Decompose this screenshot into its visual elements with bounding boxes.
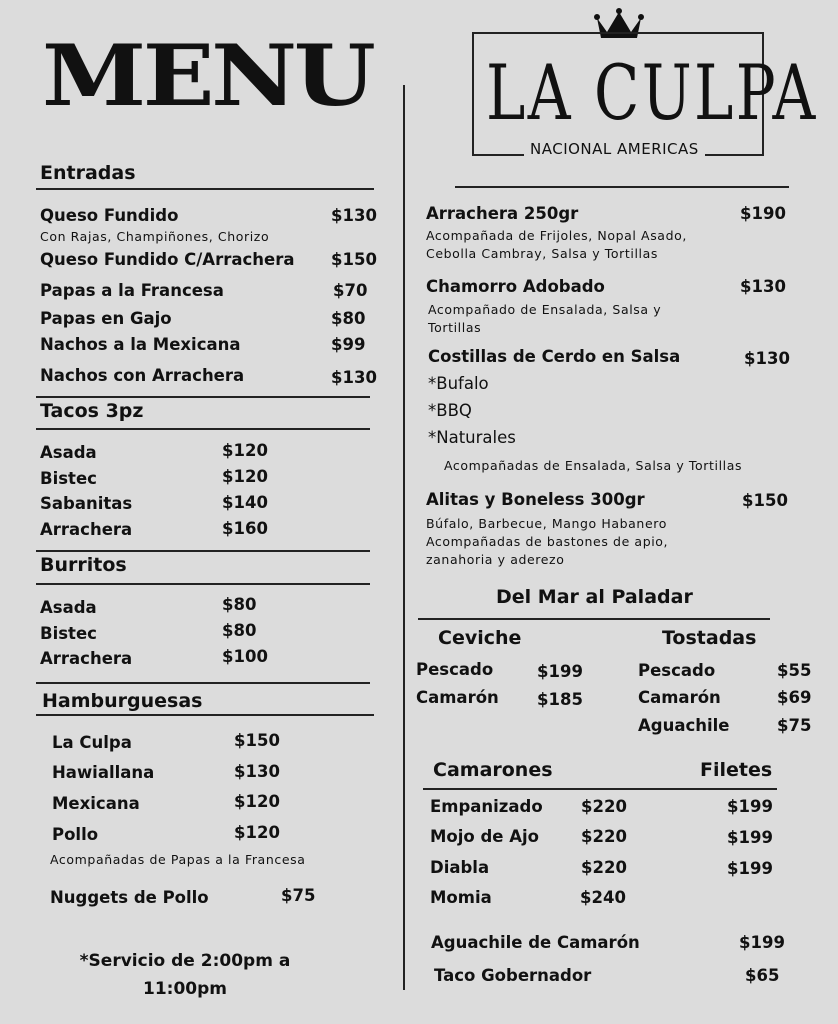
item-name: Hawiallana bbox=[52, 763, 155, 782]
item-price: $130 bbox=[744, 349, 790, 368]
item-price: $150 bbox=[234, 731, 280, 750]
section-burritos: Burritos bbox=[40, 554, 127, 576]
service-hours bbox=[40, 947, 330, 1003]
divider bbox=[418, 618, 770, 620]
item-desc: Con Rajas, Champiñones, Chorizo bbox=[40, 229, 270, 244]
item-name: Diabla bbox=[430, 858, 490, 877]
item-price: $69 bbox=[777, 688, 812, 707]
item-price: $130 bbox=[331, 368, 377, 387]
option-bbq: *BBQ bbox=[428, 401, 472, 420]
subsection-ceviche: Ceviche bbox=[438, 627, 522, 649]
item-price: $199 bbox=[739, 933, 785, 952]
item-price: $55 bbox=[777, 661, 812, 680]
item-name: La Culpa bbox=[52, 733, 132, 752]
item-desc: Cebolla Cambray, Salsa y Tortillas bbox=[426, 246, 658, 261]
item-name: Queso Fundido C/Arrachera bbox=[40, 250, 295, 269]
item-name: Mojo de Ajo bbox=[430, 827, 539, 846]
section-tacos: Tacos 3pz bbox=[40, 400, 144, 422]
item-price: $75 bbox=[777, 716, 812, 735]
item-price: $150 bbox=[331, 250, 377, 269]
option-bufalo: *Bufalo bbox=[428, 374, 489, 393]
item-name: Queso Fundido bbox=[40, 206, 179, 225]
logo-subtitle: NACIONAL AMERICAS bbox=[524, 140, 705, 158]
item-price: $80 bbox=[331, 309, 366, 328]
item-name: Aguachile bbox=[638, 716, 730, 735]
item-price: $120 bbox=[234, 792, 280, 811]
divider bbox=[36, 714, 374, 716]
item-price: $120 bbox=[222, 441, 268, 460]
item-name: Nachos con Arrachera bbox=[40, 366, 245, 385]
item-price: $99 bbox=[331, 335, 366, 354]
item-name: Asada bbox=[40, 443, 97, 462]
item-name: Asada bbox=[40, 598, 97, 617]
column-divider bbox=[403, 85, 405, 990]
item-price: $199 bbox=[537, 662, 583, 681]
item-price: $190 bbox=[740, 204, 786, 223]
section-del-mar: Del Mar al Paladar bbox=[496, 586, 693, 608]
item-price: $220 bbox=[581, 827, 627, 846]
logo-name: LA CULPA bbox=[486, 48, 818, 137]
service-line: *Servicio de 2:00pm a bbox=[79, 951, 291, 971]
item-name: Pescado bbox=[416, 660, 494, 679]
item-name: Papas en Gajo bbox=[40, 309, 172, 328]
divider bbox=[36, 583, 370, 585]
item-name: Nachos a la Mexicana bbox=[40, 335, 241, 354]
item-price: $65 bbox=[745, 966, 780, 985]
item-desc: zanahoria y aderezo bbox=[426, 552, 565, 567]
item-name: Aguachile de Camarón bbox=[431, 933, 640, 952]
item-price: $120 bbox=[234, 823, 280, 842]
item-name: Costillas de Cerdo en Salsa bbox=[428, 347, 681, 366]
item-name: Taco Gobernador bbox=[434, 966, 592, 985]
divider bbox=[36, 682, 370, 684]
subsection-filetes: Filetes bbox=[700, 759, 773, 781]
option-naturales: *Naturales bbox=[428, 428, 516, 447]
item-price: $120 bbox=[222, 467, 268, 486]
item-name: Arrachera bbox=[40, 520, 133, 539]
item-name: Mexicana bbox=[52, 794, 140, 813]
item-desc: Acompañadas de bastones de apio, bbox=[426, 534, 669, 549]
menu-title: MENU bbox=[42, 26, 373, 125]
item-price: $185 bbox=[537, 690, 583, 709]
item-desc: Tortillas bbox=[428, 320, 482, 335]
item-name: Sabanitas bbox=[40, 494, 133, 513]
item-price: $199 bbox=[727, 828, 773, 847]
subsection-camarones: Camarones bbox=[433, 759, 553, 781]
item-price: $70 bbox=[333, 281, 368, 300]
item-name: Bistec bbox=[40, 624, 97, 643]
item-name: Empanizado bbox=[430, 797, 543, 816]
divider bbox=[36, 396, 370, 398]
section-entradas: Entradas bbox=[40, 162, 136, 184]
item-name: Arrachera bbox=[40, 649, 133, 668]
divider bbox=[455, 186, 789, 188]
item-name: Camarón bbox=[638, 688, 721, 707]
item-desc: Acompañadas de Ensalada, Salsa y Tortillas bbox=[444, 458, 743, 473]
divider bbox=[36, 550, 370, 552]
subsection-tostadas: Tostadas bbox=[662, 627, 757, 649]
item-price: $140 bbox=[222, 493, 268, 512]
item-name: Nuggets de Pollo bbox=[50, 888, 209, 907]
item-price: $80 bbox=[222, 595, 257, 614]
item-price: $220 bbox=[581, 858, 627, 877]
item-desc: Acompañada de Frijoles, Nopal Asado, bbox=[426, 228, 687, 243]
item-name: Camarón bbox=[416, 688, 499, 707]
item-name: Papas a la Francesa bbox=[40, 281, 224, 300]
divider bbox=[36, 428, 370, 430]
divider bbox=[423, 788, 777, 790]
item-desc: Acompañado de Ensalada, Salsa y bbox=[428, 302, 662, 317]
item-name: Alitas y Boneless 300gr bbox=[426, 490, 645, 509]
item-price: $100 bbox=[222, 647, 268, 666]
item-price: $199 bbox=[727, 797, 773, 816]
item-price: $160 bbox=[222, 519, 268, 538]
item-desc: Búfalo, Barbecue, Mango Habanero bbox=[426, 516, 667, 531]
item-name: Momia bbox=[430, 888, 492, 907]
item-name: Arrachera 250gr bbox=[426, 204, 579, 223]
item-price: $240 bbox=[580, 888, 626, 907]
item-price: $80 bbox=[222, 621, 257, 640]
item-name: Pescado bbox=[638, 661, 716, 680]
item-price: $130 bbox=[331, 206, 377, 225]
section-hamburguesas: Hamburguesas bbox=[42, 690, 203, 712]
item-name: Bistec bbox=[40, 469, 97, 488]
item-price: $75 bbox=[281, 886, 316, 905]
item-price: $130 bbox=[234, 762, 280, 781]
item-price: $220 bbox=[581, 797, 627, 816]
item-price: $199 bbox=[727, 859, 773, 878]
item-name: Pollo bbox=[52, 825, 99, 844]
item-note: Acompañadas de Papas a la Francesa bbox=[50, 852, 306, 867]
item-price: $130 bbox=[740, 277, 786, 296]
service-line: 11:00pm bbox=[143, 979, 227, 999]
item-name: Chamorro Adobado bbox=[426, 277, 605, 296]
divider bbox=[36, 188, 374, 190]
item-price: $150 bbox=[742, 491, 788, 510]
